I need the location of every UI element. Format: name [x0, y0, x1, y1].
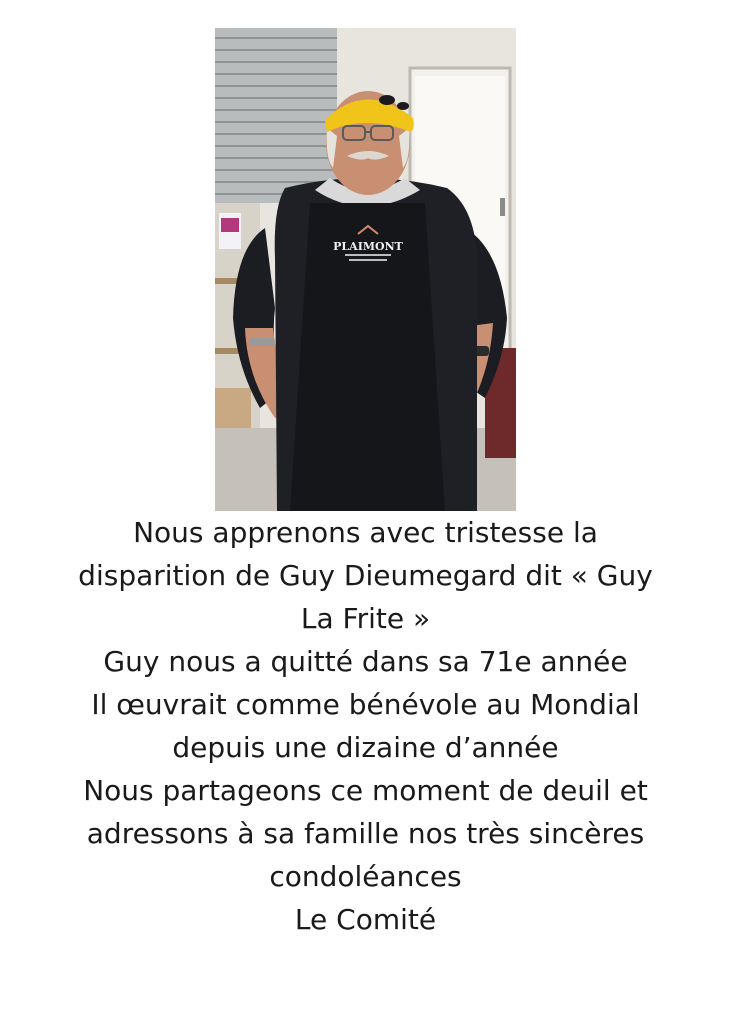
message-line: disparition de Guy Dieumegard dit « Guy	[78, 559, 653, 592]
message-line: depuis une dizaine d’année	[172, 731, 559, 764]
portrait-illustration	[215, 28, 516, 511]
portrait-photo	[215, 28, 516, 511]
message-line: Nous partageons ce moment de deuil et	[83, 774, 648, 807]
apron-print: PLAIMONT	[333, 240, 403, 253]
signature: Le Comité	[294, 903, 437, 936]
message-line: condoléances	[269, 860, 462, 893]
message-line: adressons à sa famille nos très sincères	[86, 817, 645, 850]
message-line: Il œuvrait comme bénévole au Mondial	[91, 688, 640, 721]
message-line: Nous apprenons avec tristesse la	[133, 516, 598, 549]
message-line: La Frite »	[300, 602, 431, 635]
condolence-message	[40, 511, 691, 941]
message-line: Guy nous a quitté dans sa 71e année	[103, 645, 628, 678]
rolling-shutter	[215, 28, 337, 203]
